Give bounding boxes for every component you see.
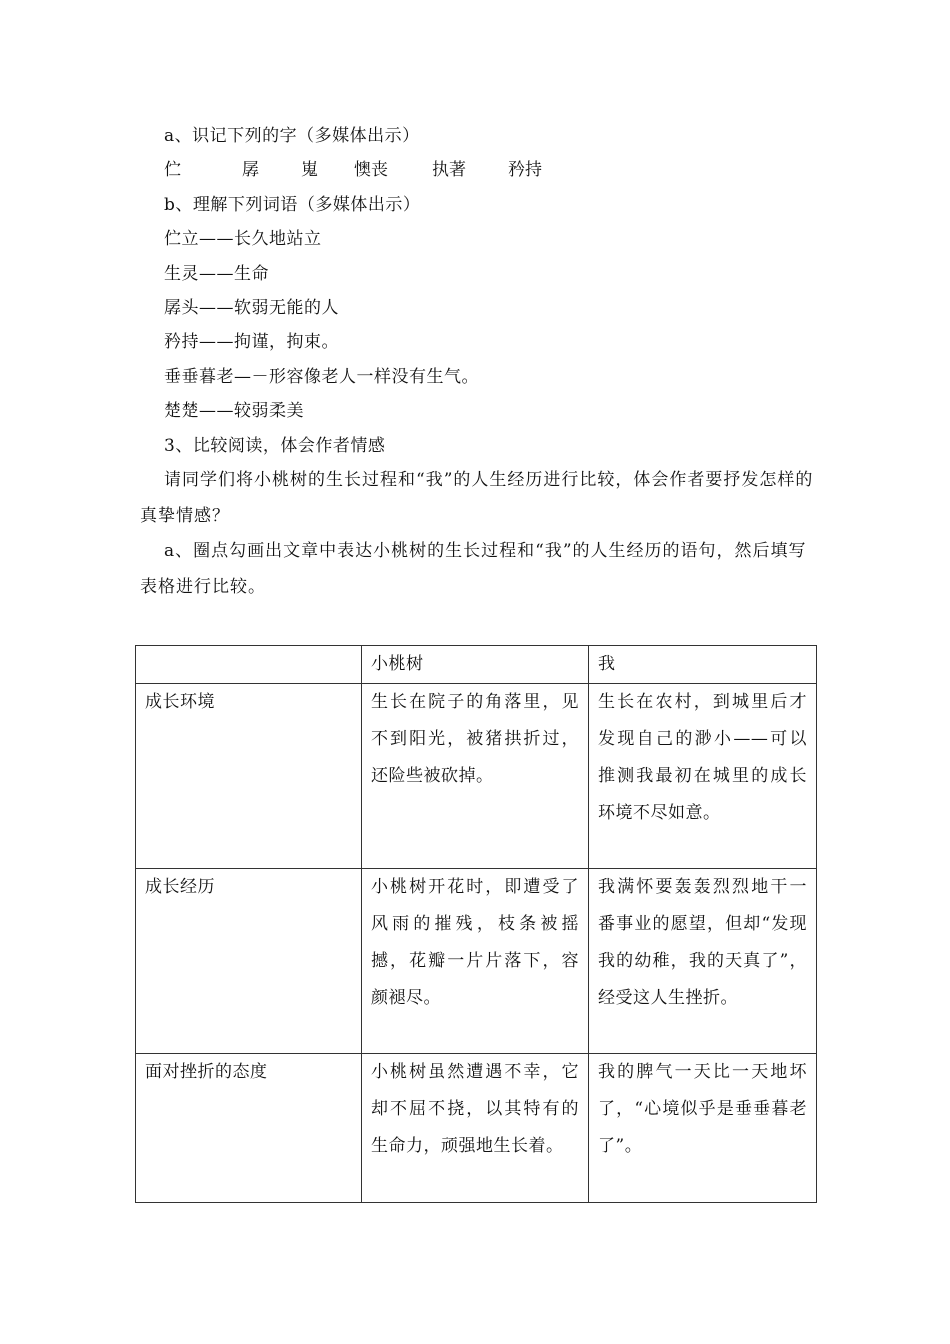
table-row	[136, 869, 817, 1054]
char-item: 伫	[164, 160, 181, 180]
row-label: 成长经历	[136, 869, 362, 1054]
row-label: 成长环境	[136, 684, 362, 869]
char-item: 执著	[432, 160, 466, 180]
table-header-row	[136, 646, 817, 684]
me-cell: 生长在农村，到城里后才发现自己的渺小——可以推测我最初在城里的成长环境不尽如意。	[589, 684, 817, 869]
word-definition: 垂垂暮老—－形容像老人一样没有生气。	[164, 367, 479, 387]
comparison-table	[135, 645, 817, 1203]
tree-cell: 生长在院子的角落里，见不到阳光，被猪拱折过，还险些被砍掉。	[362, 684, 589, 869]
table-row	[136, 684, 817, 869]
char-item: 矜持	[508, 160, 542, 180]
tree-cell: 小桃树虽然遭遇不幸，它却不屈不挠，以其特有的生命力，顽强地生长着。	[362, 1054, 589, 1203]
section-b-title: b、理解下列词语（多媒体出示）	[164, 195, 421, 215]
table-header-cell: 我	[589, 646, 817, 684]
task-paragraph: a、圈点勾画出文章中表达小桃树的生长过程和“我”的人生经历的语句，然后填写表格进行比较。	[140, 541, 807, 597]
tree-cell: 小桃树开花时，即遭受了风雨的摧残，枝条被摇撼，花瓣一片片落下，容颜褪尽。	[362, 869, 589, 1054]
section-a-title: a、识记下列的字（多媒体出示）	[164, 126, 420, 146]
row-label: 面对挫折的态度	[136, 1054, 362, 1203]
word-definition: 伫立——长久地站立	[164, 229, 322, 249]
me-cell: 我的脾气一天比一天地坏了，“心境似乎是垂垂暮老了”。	[589, 1054, 817, 1203]
section-3-title: 3、比较阅读，体会作者情感	[164, 436, 386, 456]
word-definition: 楚楚——较弱柔美	[164, 401, 304, 421]
me-cell: 我满怀要轰轰烈烈地干一番事业的愿望，但却“发现我的幼稚，我的天真了”，经受这人生挫折。	[589, 869, 817, 1054]
word-definition: 矜持——拘谨，拘束。	[164, 332, 339, 352]
char-item: 嵬	[301, 160, 318, 180]
char-item: 孱	[242, 160, 259, 180]
word-definition: 孱头——软弱无能的人	[164, 298, 339, 318]
character-list	[164, 160, 624, 182]
instruction-paragraph: 请同学们将小桃树的生长过程和“我”的人生经历进行比较，体会作者要抒发怎样的真挚情感？	[140, 470, 814, 526]
table-header-cell: 小桃树	[362, 646, 589, 684]
table-header-cell	[136, 646, 362, 684]
char-item: 懊丧	[354, 160, 388, 180]
table-row	[136, 1054, 817, 1203]
word-definition: 生灵——生命	[164, 264, 269, 284]
